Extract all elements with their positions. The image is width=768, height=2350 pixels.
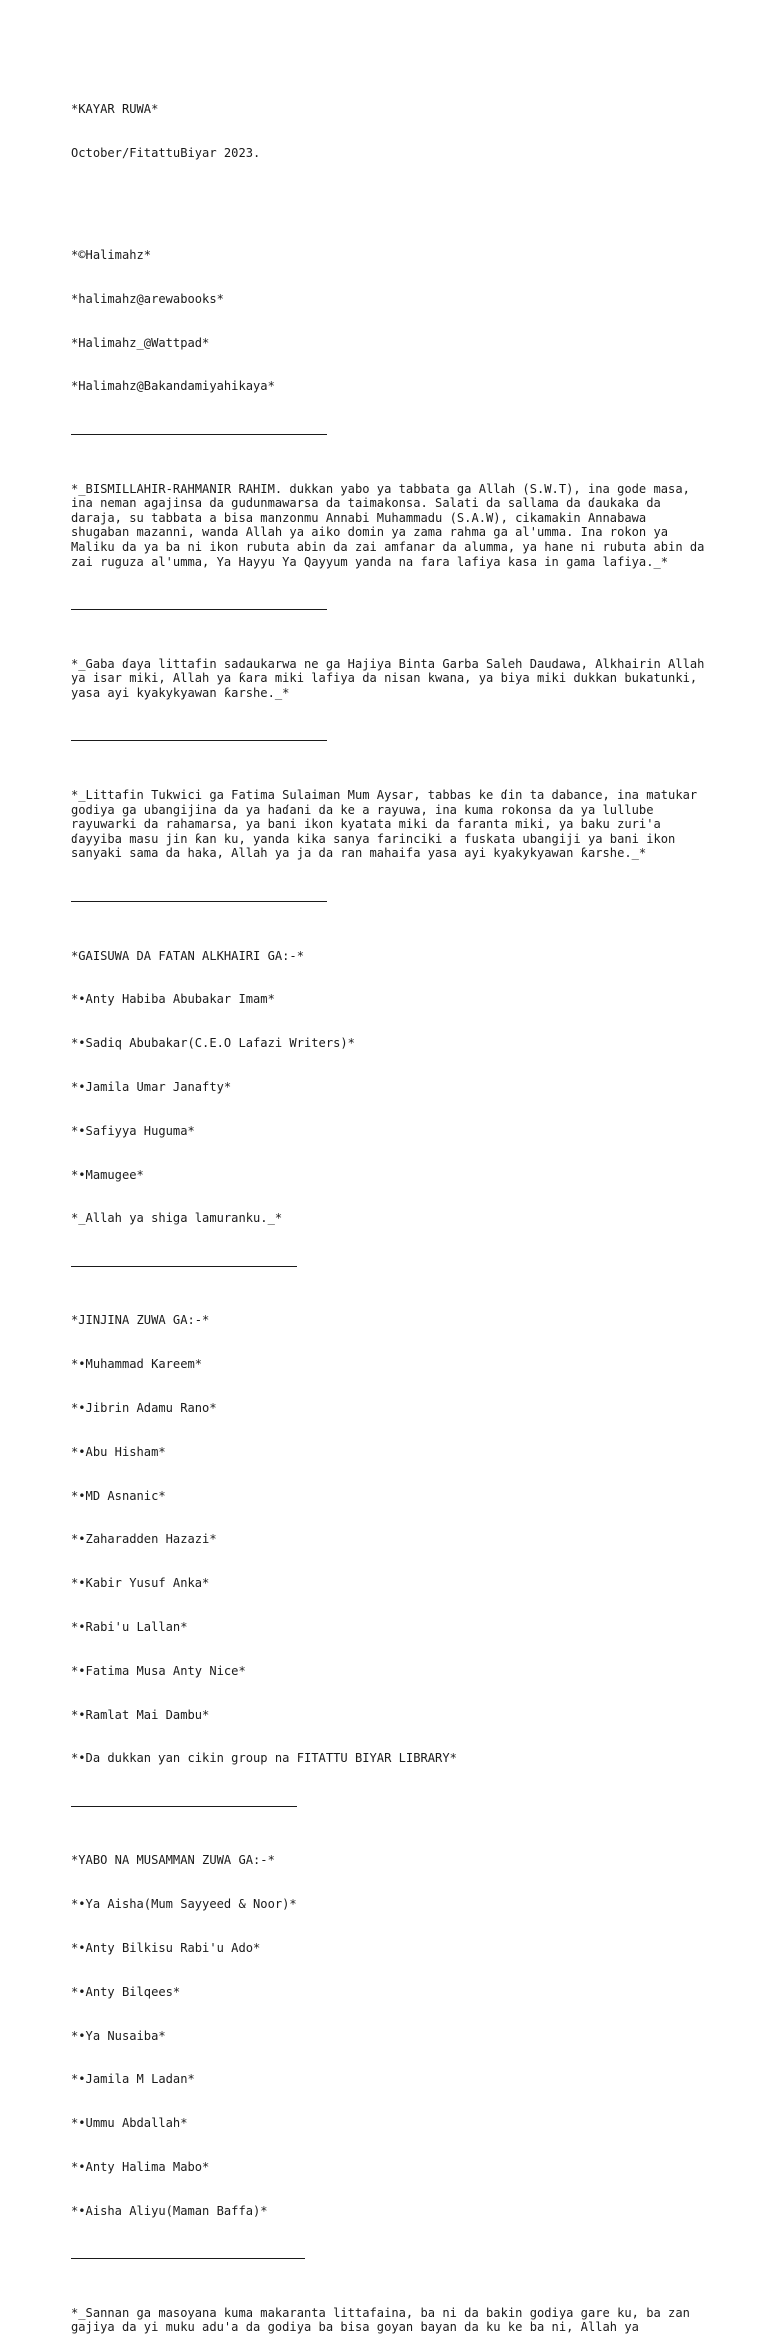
- list-item: *•Abu Hisham*: [71, 1444, 166, 1459]
- list-item: *•Anty Halima Mabo*: [71, 2159, 210, 2174]
- divider: [71, 1795, 711, 1810]
- list-item: *•Anty Bilkisu Rabi'u Ado*: [71, 1941, 261, 1955]
- list-item: *•Da dukkan ƴan cikin group na FITATTU BIYAR LIBRARY*: [71, 1751, 457, 1766]
- list-item: *•Ya Nusaiba*: [71, 2028, 166, 2043]
- gaisuwa-closing: *_Allah ya shiga lamuranku._*: [71, 1211, 283, 1226]
- list-item: *•Rabi'u Lallan*: [71, 1619, 188, 1634]
- jinjina-heading: *JINJINA ZUWA GA:-*: [71, 1313, 210, 1328]
- list-item: *•Mamugee*: [71, 1167, 144, 1182]
- dedication-paragraph: *_Gaba ɗaya littafin sadaukarwa ne ga Hajiya Binta Garba Saleh Daudawa, Alkhairin Allah ya isar miki, Allah ya ƙara miki lafiya da nisan kwana, ya biya miki dukkan bukatunki, yasa ayi kyakykyawan ƙarshe._*: [71, 656, 705, 700]
- divider: [71, 2247, 711, 2262]
- list-item: *•Aisha Aliyu(Maman Baffa)*: [71, 2203, 268, 2218]
- list-item: *•Jamila M Ladan*: [71, 2072, 195, 2087]
- list-item: *•Ramlat Mai Dambu*: [71, 1707, 210, 1722]
- yabo-heading: *YABO NA MUSAMMAN ZUWA GA:-*: [71, 1853, 275, 1868]
- list-item: *•Jamila Umar Janafty*: [71, 1079, 232, 1094]
- credit-line: *©Halimahz*: [71, 248, 152, 263]
- divider: [71, 598, 711, 613]
- divider: [71, 730, 711, 745]
- spacer: [71, 190, 711, 205]
- list-item: *•Muhammad Kareem*: [71, 1357, 203, 1372]
- list-item: *•Safiyya Huguma*: [71, 1123, 195, 1138]
- divider: [71, 423, 711, 438]
- gaisuwa-heading: *GAISUWA DA FATAN ALKHAIRI GA:-*: [71, 948, 304, 963]
- credit-line: *Halimahz@Bakandamiyahikaya*: [71, 379, 275, 394]
- list-item: *•Fatima Musa Anty Nice*: [71, 1663, 246, 1678]
- closing-paragraph: *_Sannan ga masoyana kuma makaranta littafaina, ba ni da bakin godiya gare ku, ba zan gajiya da yi muku adu'a da godiya ba bisa goyan bayan da ku ke ba ni, Allah ya: [71, 2305, 690, 2335]
- list-item: *•Jibrin Adamu Rano*: [71, 1401, 217, 1416]
- list-item: *•Ya Aisha(Mum Sayyeed & Noor)*: [71, 1897, 297, 1912]
- credit-line: *Halimahz_@Wattpad*: [71, 335, 210, 350]
- list-item: *•Anty Bilqees*: [71, 1984, 181, 1999]
- credit-line: *halimahz@arewabooks*: [71, 291, 224, 306]
- list-item: *•Zaharadden Hazazi*: [71, 1532, 217, 1547]
- tukwici-paragraph: *_Littafin Tukwici ga Fatima Sulaiman Mum Aysar, tabbas ke ɗin ta dabance, ina matukar godiya ga ubangijina da ya haɗani da ke a rayuwa, ina kuma rokonsa da ya lullube rayuwarki da rahamarsa, ya bani ikon kyatata miki da faranta miki, ya baku zuri'a ɗayyiba masu jin ƙan ku, yanda kika sanya farinciki a fuskata ubangiji ya bani ikon sanyaki sama da haka, Allah ya ja da ran mahaifa yasa ayi kyakykyawan ƙarshe._*: [71, 788, 698, 861]
- document-date: October/FitattuBiyar 2023.: [71, 145, 261, 160]
- document-title: *KAYAR RUWA*: [71, 102, 159, 117]
- list-item: *•Ummu Abdallah*: [71, 2116, 188, 2131]
- list-item: *•Kabir Yusuf Anka*: [71, 1576, 210, 1591]
- list-item: *•Sadiq Abubakar(C.E.O Lafazi Writers)*: [71, 1036, 355, 1051]
- divider: [71, 890, 711, 905]
- list-item: *•MD Asnanic*: [71, 1488, 166, 1503]
- bismillah-paragraph: *_BISMILLAHIR-RAHMANIR RAHIM. dukkan yabo ya tabbata ga Allah (S.W.T), ina gode masa, ina neman agajinsa da gudunmawarsa da taimakonsa. Salati da sallama da ɗaukaka da daraja, su tabbata a bisa manzonmu Annabi Muhammadu (S.A.W), cikamakin Annabawa shugaban mazanni, wanda Allah ya aiko domin ya zama rahma ga al'umma. Ina rokon ya Maliku da ya ba ni ikon rubuta abin da zai amfanar da alumma, ya hane ni rubuta abin da zai ruguza al'umma, Ya Hayyu Ya Qayyum yanda na fara lafiya kasa in gama lafiya._*: [71, 481, 705, 569]
- document-page: [71, 73, 711, 2350]
- list-item: *•Anty Habiba Abubakar Imam*: [71, 992, 275, 1007]
- divider: [71, 1255, 711, 1270]
